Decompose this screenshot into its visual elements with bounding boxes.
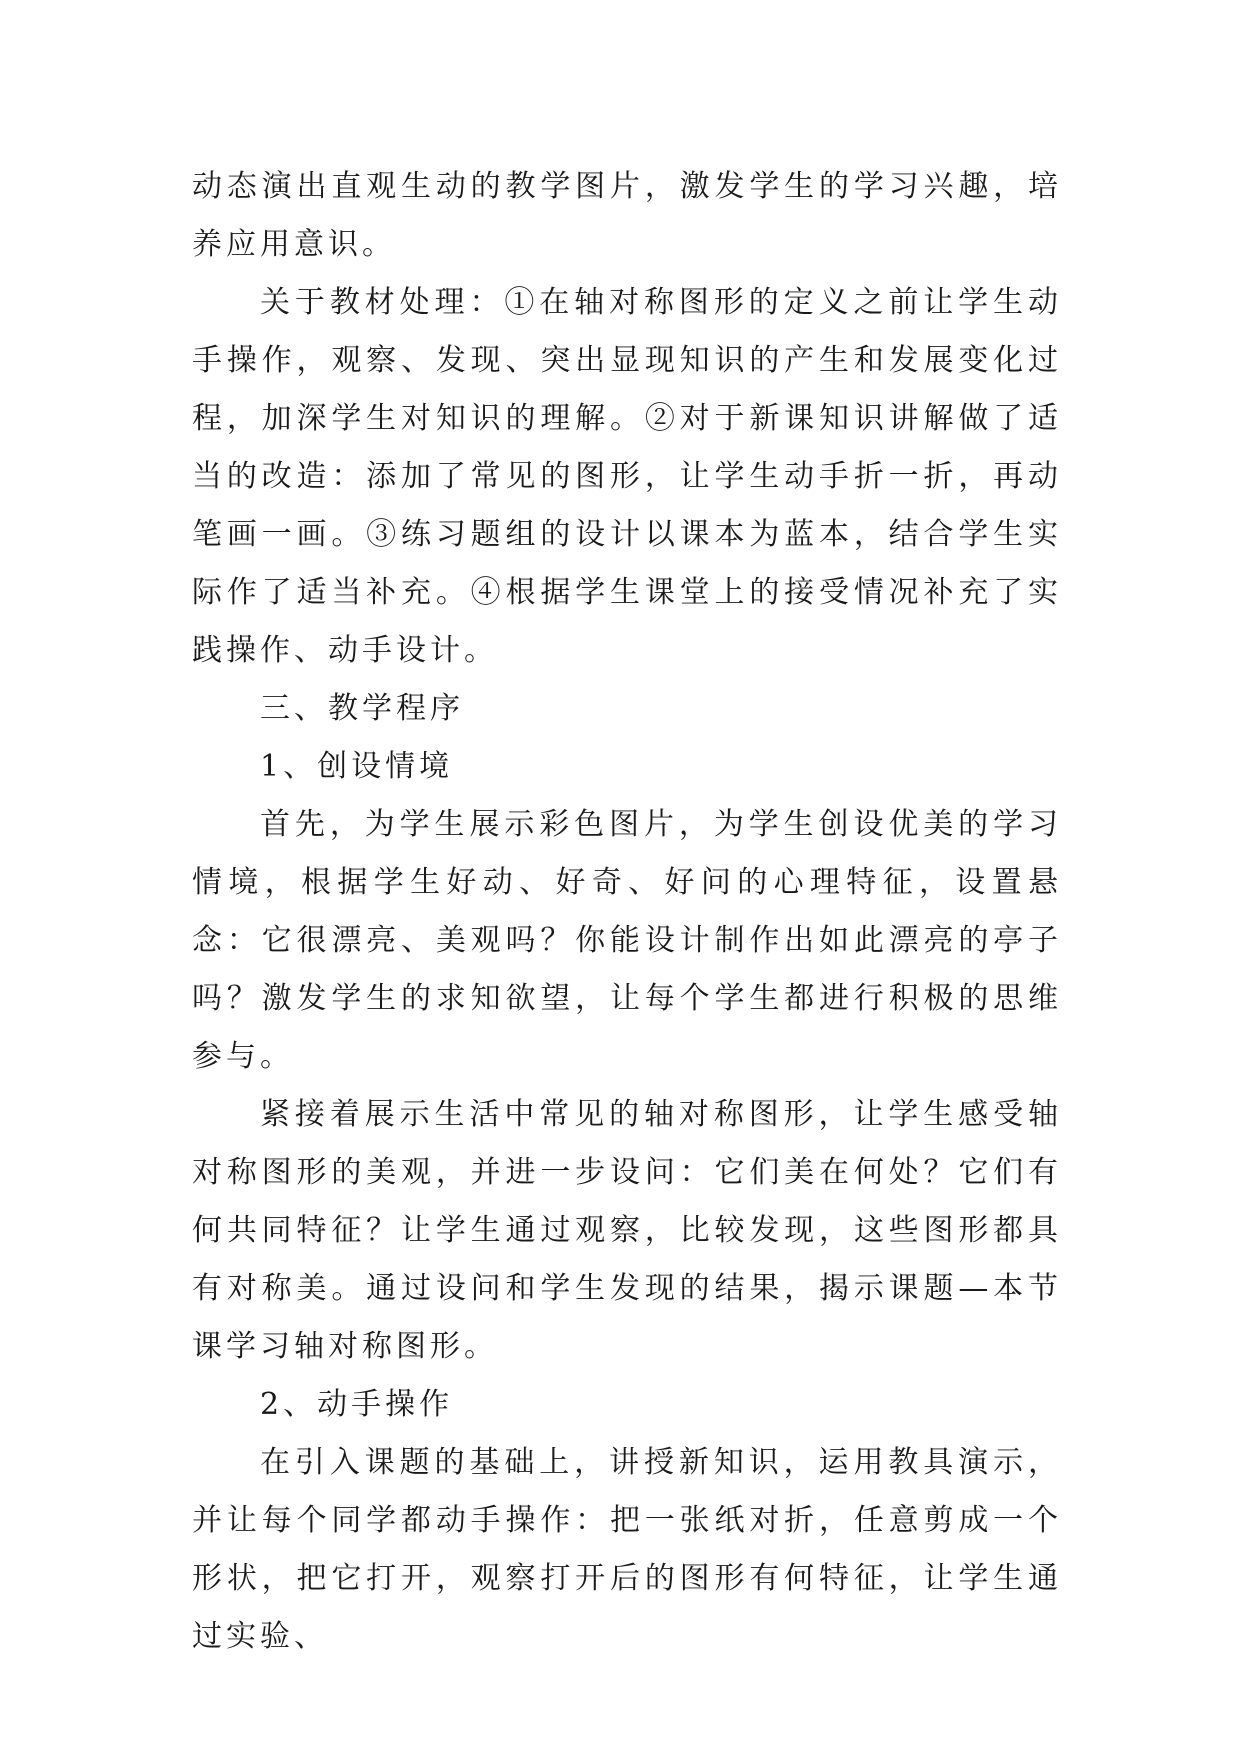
paragraph-symmetric-figures: 紧接着展示生活中常见的轴对称图形，让学生感受轴对称图形的美观，并进一步设问：它们美在何处？它们有何共同特征？让学生通过观察，比较发现，这些图形都具有对称美。通过设问和学生发现的结果，揭示课题—本节课学习轴对称图形。: [192, 1097, 1062, 1364]
document-body: [192, 158, 1062, 1666]
subheading-create-situation: 1、创设情境: [260, 749, 454, 784]
subheading-hands-on: 2、动手操作: [260, 1387, 454, 1422]
paragraph-textbook-handling: 关于教材处理：①在轴对称图形的定义之前让学生动手操作，观察、发现、突出显现知识的产生和发展变化过程，加深学生对知识的理解。②对于新课知识讲解做了适当的改造：添加了常见的图形，让学生动手折一折，再动笔画一画。③练习题组的设计以课本为蓝本，结合学生实际作了适当补充。④根据学生课堂上的接受情况补充了实践操作、动手设计。: [192, 285, 1062, 668]
paragraph-new-knowledge: 在引入课题的基础上，讲授新知识，运用教具演示，并让每个同学都动手操作：把一张纸对折，任意剪成一个形状，把它打开，观察打开后的图形有何特征，让学生通过实验、: [192, 1445, 1062, 1654]
paragraph-show-pictures: 首先，为学生展示彩色图片，为学生创设优美的学习情境，根据学生好动、好奇、好问的心理特征，设置悬念：它很漂亮、美观吗？你能设计制作出如此漂亮的亭子吗？激发学生的求知欲望，让每个学生都进行积极的思维参与。: [192, 807, 1062, 1074]
section-heading-teaching-procedure: 三、教学程序: [260, 691, 464, 726]
paragraph-continued: 动态演出直观生动的教学图片，激发学生的学习兴趣，培养应用意识。: [192, 169, 1062, 262]
